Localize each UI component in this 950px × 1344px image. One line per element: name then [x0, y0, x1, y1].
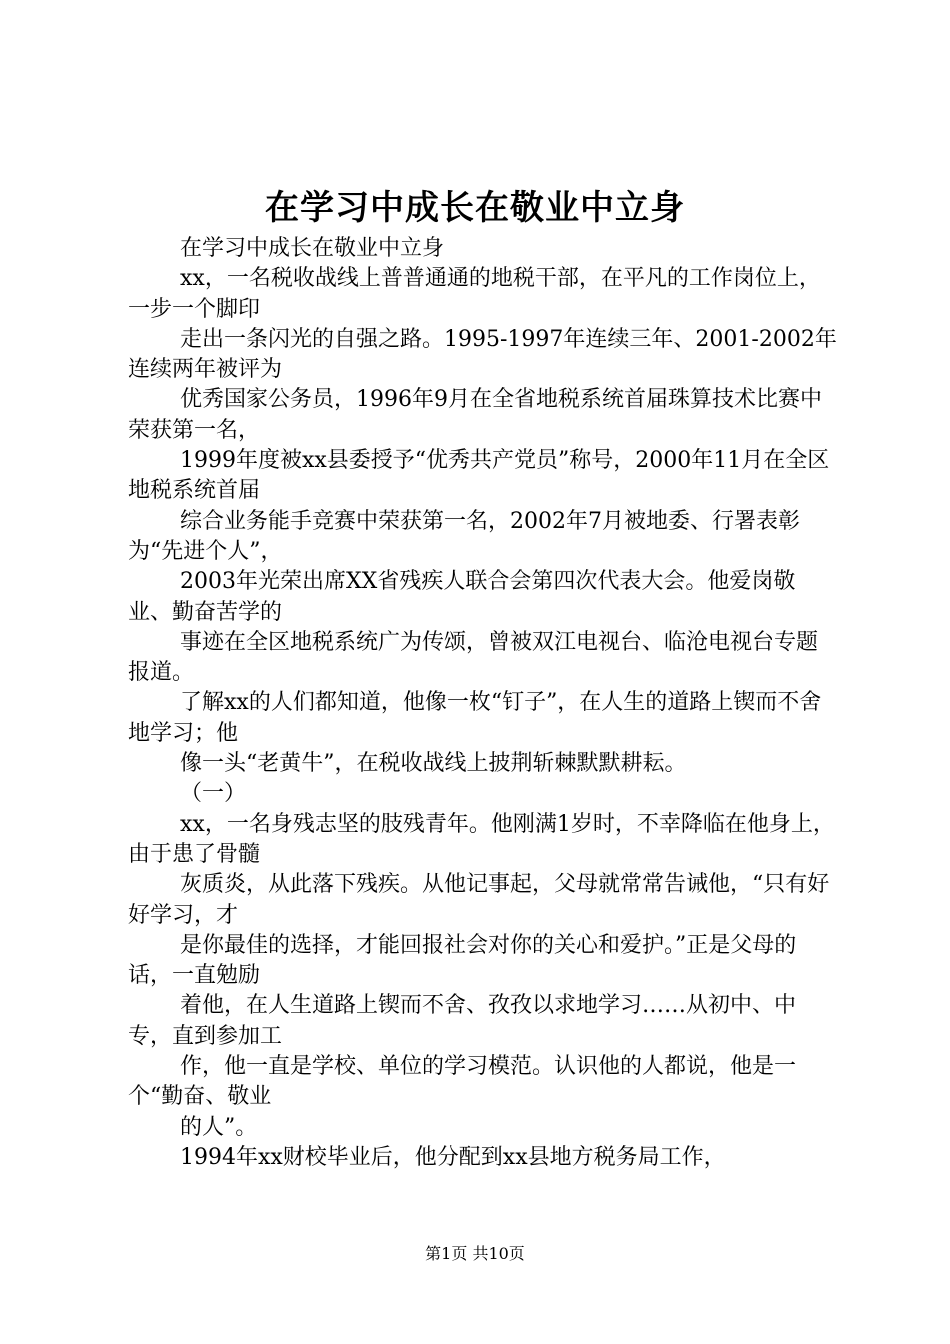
paragraph: 灰质炎，从此落下残疾。从他记事起，父母就常常告诫他，“只有好好学习，才 — [128, 872, 830, 928]
document-body — [128, 234, 838, 1173]
paragraph: xx，一名身残志坚的肢残青年。他刚满1岁时，不幸降临在他身上，由于患了骨髓 — [128, 811, 835, 867]
paragraph: 事迹在全区地税系统广为传颂，曾被双江电视台、临沧电视台专题报道。 — [128, 629, 819, 686]
paragraph: 作，他一直是学校、单位的学习模范。认识他的人都说，他是一个“勤奋、敬业 — [128, 1054, 797, 1110]
paragraph: 走出一条闪光的自强之路。1995-1997年连续三年、2001-2002年连续两年被评为 — [128, 326, 837, 383]
paragraph: 了解xx的人们都知道，他像一枚“钉子”，在人生的道路上锲而不舍地学习；他 — [128, 690, 822, 746]
paragraph: 1999年度被xx县委授予“优秀共产党员”称号，2000年11月在全区地税系统首届 — [128, 448, 830, 504]
paragraph: 的人”。 — [180, 1114, 258, 1140]
paragraph: 着他，在人生道路上锲而不舍、孜孜以求地学习……从初中、中专，直到参加工 — [128, 993, 797, 1049]
section-heading: （一） — [180, 781, 247, 807]
paragraph: 2003年光荣出席XX省残疾人联合会第四次代表大会。他爱岗敬业、勤奋苦学的 — [128, 569, 796, 625]
paragraph: 1994年xx财校毕业后，他分配到xx县地方税务局工作， — [180, 1144, 726, 1170]
paragraph: xx，一名税收战线上普普通通的地税干部，在平凡的工作岗位上，一步一个脚印 — [128, 266, 821, 322]
paragraph: 像一头“老黄牛”，在税收战线上披荆斩棘默默耕耘。 — [180, 751, 687, 777]
document-title: 在学习中成长在敬业中立身 — [265, 188, 685, 228]
page-number-footer: 第1页 共10页 — [425, 1244, 525, 1263]
paragraph: 综合业务能手竞赛中荣获第一名，2002年7月被地委、行署表彰为“先进个人”， — [128, 508, 800, 564]
paragraph: 在学习中成长在敬业中立身 — [180, 236, 445, 261]
paragraph: 是你最佳的选择，才能回报社会对你的关心和爱护。”正是父母的话，一直勉励 — [128, 932, 797, 989]
paragraph: 优秀国家公务员，1996年9月在全省地税系统首届珠算技术比赛中荣获第一名， — [128, 387, 822, 443]
